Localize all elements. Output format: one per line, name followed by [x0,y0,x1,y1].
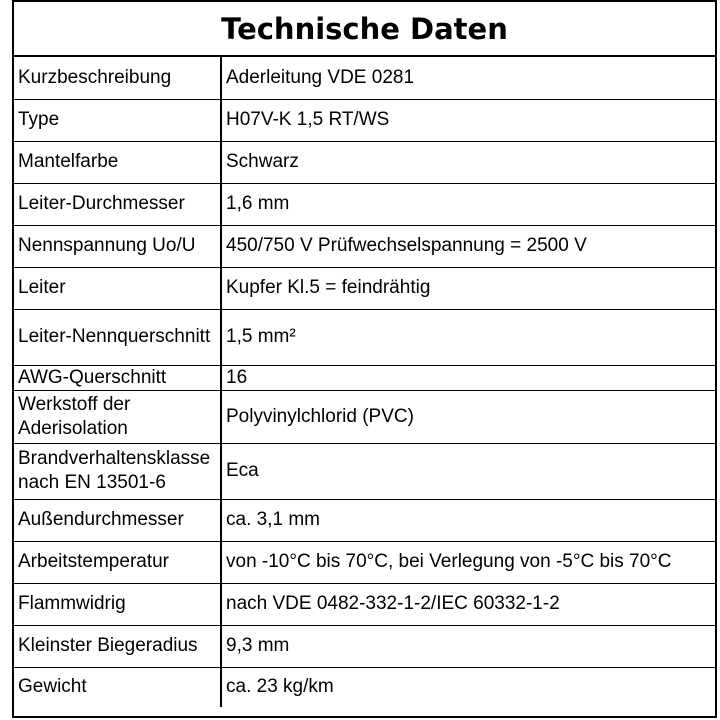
spec-value: ca. 23 kg/km [226,676,334,698]
spec-value: 1,6 mm [221,183,715,225]
spec-label: Brandverhaltensklasse nach EN 13501-6 [14,443,221,499]
table-row [14,583,715,625]
table-row [14,141,715,183]
table-row [14,667,715,707]
spec-label: Type [14,99,221,141]
spec-label: Werkstoff der Aderisolation [14,390,221,443]
spec-value: 450/750 V Prüfwechselspannung = 2500 V [221,225,715,267]
table-row [14,443,715,499]
table-row [14,267,715,309]
spec-label: Leiter-Durchmesser [14,183,221,225]
spec-value: 9,3 mm [221,625,715,667]
table-row [14,390,715,443]
table-row [14,365,715,390]
spec-value: Aderleitung VDE 0281 [221,57,715,99]
spec-value: nach VDE 0482-332-1-2/IEC 60332-1-2 [221,583,715,625]
table-row [14,625,715,667]
spec-label: Kleinster Biegeradius [14,625,221,667]
spec-label: Kurzbeschreibung [14,57,221,99]
spec-value: 16 [221,365,715,390]
spec-value: ca. 3,1 mm [221,499,715,541]
spec-value: Schwarz [221,141,715,183]
table-row [14,541,715,583]
spec-label: Gewicht [14,667,221,707]
spec-table [14,57,715,707]
table-row [14,99,715,141]
spec-value: Kupfer Kl.5 = feindrähtig [221,267,715,309]
page-title: Technische Daten [14,2,715,57]
spec-label: Leiter-Nennquerschnitt [14,309,221,365]
spec-value: 1,5 mm² [221,309,715,365]
spec-label: Leiter [14,267,221,309]
table-row [14,183,715,225]
spec-label: Arbeitstemperatur [14,541,221,583]
spec-label: Mantelfarbe [14,141,221,183]
spec-value: Polyvinylchlorid (PVC) [221,390,715,443]
spec-label: Außendurchmesser [14,499,221,541]
spec-label: Nennspannung Uo/U [14,225,221,267]
spec-value: von -10°C bis 70°C, bei Verlegung von -5°C bis 70°C [221,541,715,583]
technical-data-sheet [12,0,717,718]
table-row [14,499,715,541]
table-row [14,309,715,365]
table-row [14,57,715,99]
spec-value: H07V-K 1,5 RT/WS [221,99,715,141]
spec-label: AWG-Querschnitt [14,365,221,390]
spec-value: Eca [221,443,715,499]
spec-label: Flammwidrig [14,583,221,625]
table-row [14,225,715,267]
